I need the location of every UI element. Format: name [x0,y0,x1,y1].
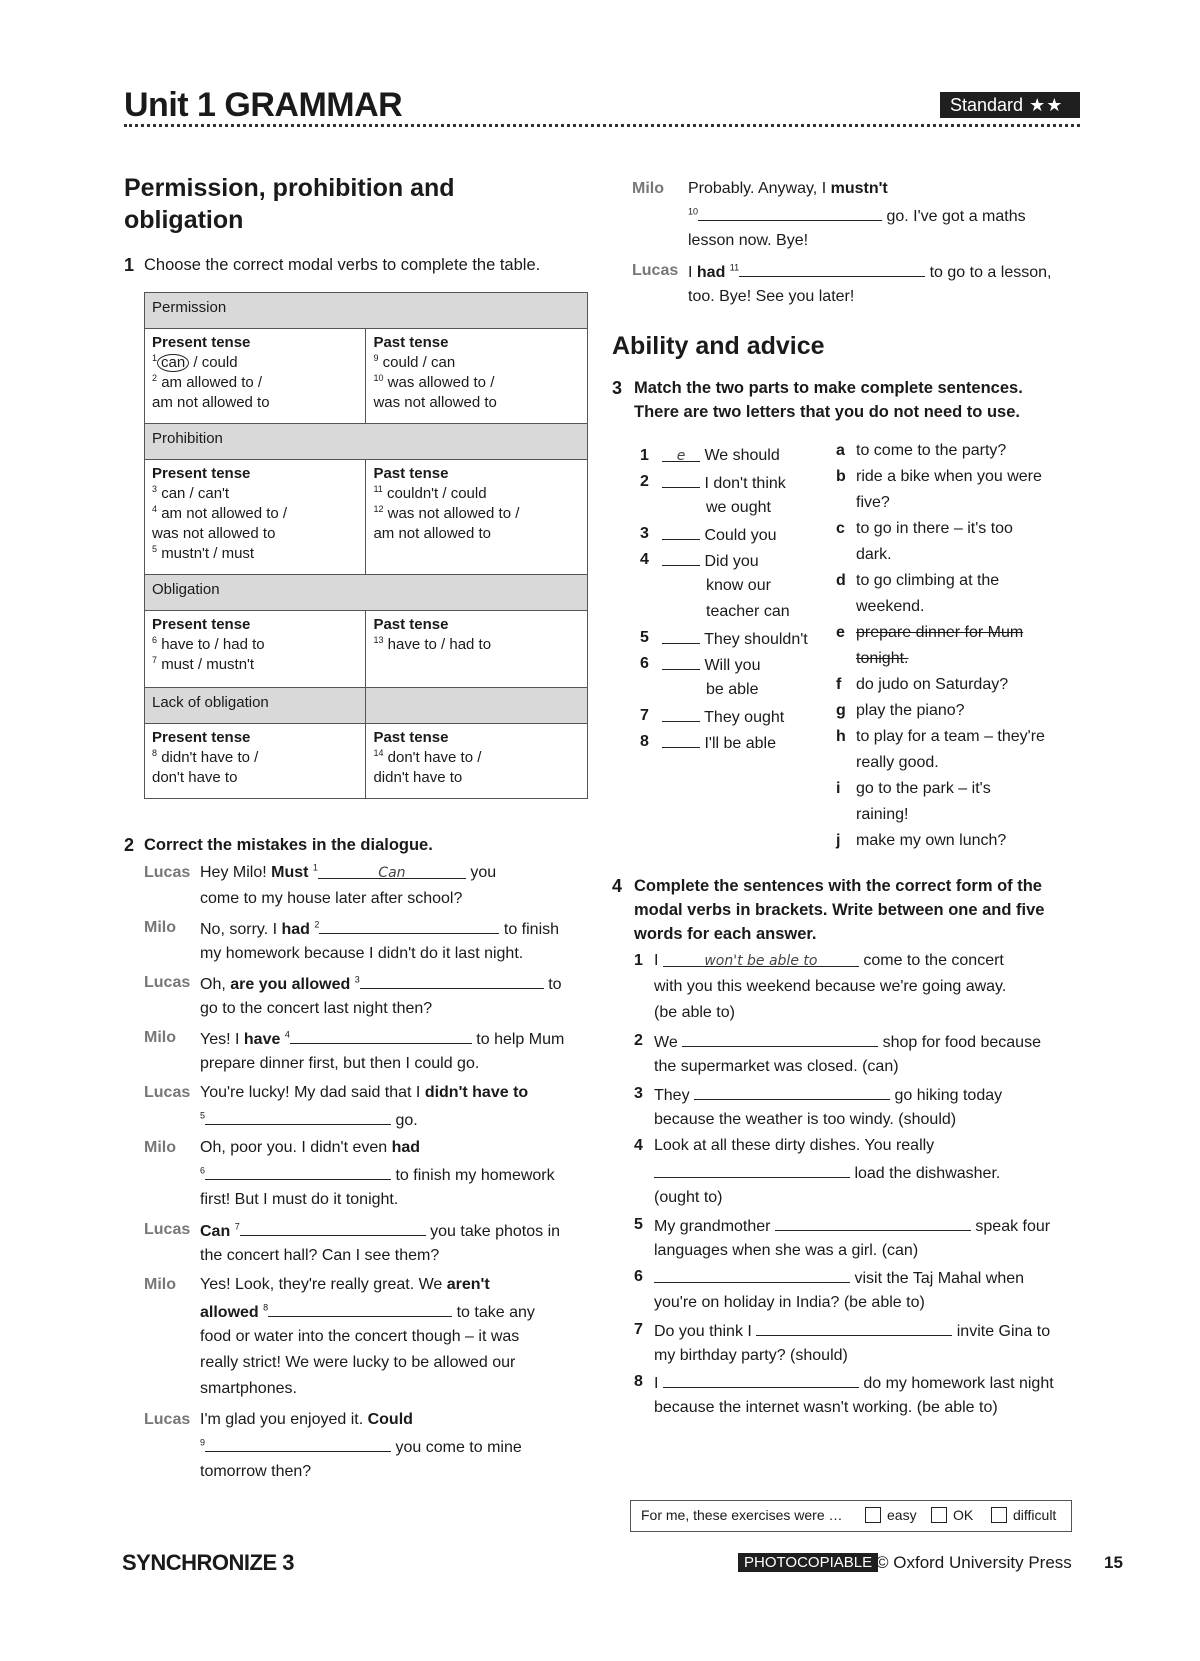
table-cell [145,724,366,799]
dialogue-line: prepare dinner first, but then I could go. [200,1055,480,1072]
checkbox-label-difficult: difficult [1013,1507,1057,1523]
table-option-line: $^3$ can / can't [152,484,230,502]
answer-blank[interactable] [268,1298,452,1317]
answer-blank[interactable] [662,469,700,488]
exercise-instruction: modal verbs in brackets. Write between one and five [634,901,1045,919]
dialogue-line: Oh, poor you. I didn't even had [200,1139,421,1156]
table-cell [145,460,366,575]
answer-blank[interactable] [663,1369,859,1388]
table-header-lack-of-obligation: Lack of obligation [145,688,366,724]
answer-blank[interactable] [240,1217,426,1236]
feedback-box [630,1500,1072,1532]
copyright-text: © Oxford University Press [876,1553,1072,1572]
level-badge [940,92,1080,118]
answer-blank[interactable] [654,1264,850,1283]
dialogue-line: smartphones. [200,1380,297,1397]
answer-blank[interactable] [739,258,925,277]
answer-blank[interactable] [662,703,700,722]
dialogue-line: really strict! We were lucky to be allowed our [200,1354,516,1371]
dialogue-line: first! But I must do it tonight. [200,1191,399,1208]
tense-label: Present tense [152,616,251,633]
tense-label: Past tense [373,616,449,633]
exercise-2-heading [124,833,594,857]
photocopiable-badge: PHOTOCOPIABLE [738,1553,878,1572]
table-option-line: $^{10}$ was allowed to / [373,373,495,391]
synchronize-logo: SYNCHRONIZE 3 [122,1550,294,1575]
dialogue-line: the concert hall? Can I see them? [200,1247,440,1264]
table-header-obligation: Obligation [145,575,588,611]
table-option-line: $^1$ can / could [152,353,238,371]
table-option-line: am not allowed to [152,394,270,411]
answer-blank[interactable] [205,1106,391,1125]
table-option-line: $^{11}$ couldn't / could [373,484,487,502]
dialogue-turn [144,1025,594,1077]
speaker-name: Lucas [144,1084,191,1101]
speaker-name: Milo [144,919,176,936]
table-option-line: $^4$ am not allowed to / [152,504,288,522]
table-option-line: $^6$ have to / had to [152,635,265,653]
exercise-number: 1 [124,255,135,275]
speaker-name: Lucas [144,974,191,991]
table-header-permission: Permission [145,293,588,329]
exercise-instruction: There are two letters that you do not need to use. [634,403,1020,421]
exercise-number: 2 [124,835,135,855]
table-cell [145,611,366,688]
table-option-line: $^7$ must / mustn't [152,655,255,673]
dialogue-line: too. Bye! See you later! [688,288,855,305]
answer-blank[interactable] [694,1081,890,1100]
exercise-4-heading [612,874,1092,946]
table-cell [366,329,588,424]
dialogue-line: food or water into the concert though – it was [200,1328,520,1345]
dialogue-turn [144,860,594,912]
tense-label: Present tense [152,465,251,482]
exercise-number: 4 [612,876,623,896]
speaker-name: Milo [144,1029,176,1046]
table-cell [366,460,588,575]
answer-blank[interactable] [775,1212,971,1231]
tense-label: Past tense [373,465,449,482]
dialogue-turn [144,1217,594,1269]
checkbox-label-easy: easy [887,1507,917,1523]
dialogue-turn [144,1407,594,1487]
exercise-instruction: Correct the mistakes in the dialogue. [144,836,433,854]
answer-blank[interactable] [290,1025,472,1044]
dialogue-line: $^{10}$ go. I've got a maths [688,202,1026,230]
speaker-name: Lucas [144,1411,191,1428]
exercise-number: 3 [612,378,623,398]
table-option-line: $^9$ could / can [373,353,456,371]
dialogue-line: lesson now. Bye! [688,232,809,249]
answer-blank[interactable] [654,1159,850,1178]
star-icon: ★★ [1029,95,1064,115]
dialogue-line: Yes! Look, they're really great. We aren't [200,1276,490,1293]
dialogue-line: I had $^{11}$ to go to a lesson, [688,258,1051,286]
table-cell [366,724,588,799]
feedback-prompt: For me, these exercises were … [641,1507,843,1523]
table-option-line: $^{13}$ have to / had to [373,635,492,653]
speaker-name: Milo [144,1276,176,1293]
speaker-name: Lucas [632,262,679,279]
exercise-1-heading [124,253,594,277]
dialogue-turn [144,915,594,967]
table-option-line: am not allowed to [373,525,492,542]
modal-verbs-table [144,292,588,799]
dialogue-line: $^5$ go. [200,1106,418,1134]
dialogue-line: I'm glad you enjoyed it. Could [200,1411,413,1428]
dialogue-line: Yes! I have $^4$ to help Mum [200,1025,564,1053]
level-label: Standard [950,95,1024,115]
tense-label: Present tense [152,334,251,351]
answer-blank[interactable] [698,202,882,221]
dialogue-line: my homework because I didn't do it last night. [200,945,524,962]
dialogue-line: You're lucky! My dad said that I didn't have to [200,1084,529,1101]
exercise-instruction: Match the two parts to make complete sentences. [634,379,1023,397]
dialogue-turn [144,970,594,1022]
dialogue-turn [144,1080,594,1132]
table-cell [366,611,588,688]
section-title-line: Permission, prohibition and [124,174,455,202]
checkbox-label-ok: OK [953,1507,974,1523]
dialogue-turn [632,258,1082,310]
tense-label: Past tense [373,334,449,351]
dialogue-line: allowed $^8$ to take any [200,1298,535,1326]
answer-blank[interactable] [662,651,700,670]
unit-title: Unit 1 GRAMMAR [124,86,403,124]
table-option-line: $^5$ mustn't / must [152,544,255,562]
table-header-empty [366,688,588,724]
table-option-line: $^{14}$ don't have to / [373,748,482,766]
answer-blank[interactable] [319,915,499,934]
table-cell [145,329,366,424]
table-option-line: $^{12}$ was not allowed to / [373,504,520,522]
checkbox-ok[interactable] [931,1507,947,1523]
tense-label: Past tense [373,729,449,746]
dialogue-turn [144,1272,594,1397]
dialogue-line: Probably. Anyway, I mustn't [688,180,888,197]
speaker-name: Lucas [144,1221,191,1238]
answer-blank[interactable] [205,1433,391,1452]
answer-blank[interactable] [360,970,544,989]
table-option-line: don't have to [152,769,238,786]
answer-blank[interactable] [662,547,700,566]
answer-blank[interactable] [205,1161,391,1180]
table-option-line: $^8$ didn't have to / [152,748,259,766]
dialogue-line: tomorrow then? [200,1463,312,1480]
checkbox-easy[interactable] [865,1507,881,1523]
speaker-name: Lucas [144,864,191,881]
exercise-instruction: Choose the correct modal verbs to complete the table. [144,256,541,274]
dialogue-line: go to the concert last night then? [200,1000,433,1017]
checkbox-difficult[interactable] [991,1507,1007,1523]
title-divider [124,124,1080,127]
speaker-name: Milo [632,180,664,197]
section-title-line: obligation [124,206,244,234]
section-title-permission [124,172,455,236]
section-title-ability: Ability and advice [612,332,825,360]
exercise-3-heading [612,376,1082,424]
answer-blank[interactable]: Can [318,860,466,879]
answer-blank[interactable]: won't be able to [663,948,859,967]
tense-label: Present tense [152,729,251,746]
dialogue-line: $^9$ you come to mine [200,1433,522,1461]
answer-blank[interactable] [662,521,700,540]
exercise-instruction: words for each answer. [634,925,817,943]
dialogue-line: $^6$ to finish my homework [200,1161,555,1189]
answer-blank[interactable] [756,1317,952,1336]
table-option-line: didn't have to [373,769,463,786]
exercise-instruction: Complete the sentences with the correct form of the [634,877,1042,895]
page-number: 15 [1104,1553,1123,1572]
dialogue-turn [144,1135,594,1215]
answer-blank[interactable] [662,729,700,748]
table-header-prohibition: Prohibition [145,424,588,460]
table-option-line: $^2$ am allowed to / [152,373,263,391]
answer-blank[interactable]: e [662,443,700,462]
circled-answer: can [157,354,189,372]
table-option-line: was not allowed to [152,525,276,542]
dialogue-turn [632,176,1082,256]
dialogue-line: Hey Milo! Must $^1$ Can you [200,860,496,886]
answer-blank[interactable] [682,1028,878,1047]
dialogue-line: No, sorry. I had $^2$ to finish [200,915,559,943]
dialogue-line: Can $^7$ you take photos in [200,1217,560,1245]
table-option-line: was not allowed to [373,394,497,411]
dialogue-line: come to my house later after school? [200,890,463,907]
speaker-name: Milo [144,1139,176,1156]
dialogue-line: Oh, are you allowed $^3$ to [200,970,562,998]
answer-blank[interactable] [662,625,700,644]
